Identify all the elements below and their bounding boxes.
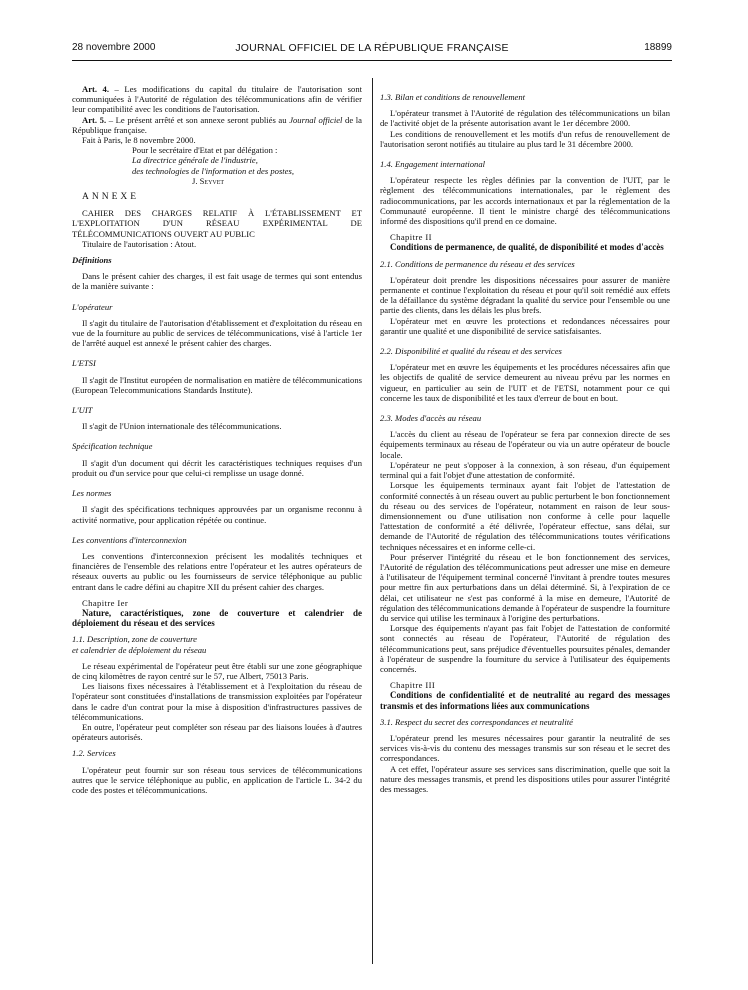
section-1-1-p1: Le réseau expérimental de l'opérateur peut être établi sur une zone géographique de cinq kilomètres de rayon centré sur le 57, rue Albert, 75013 Paris. (72, 660, 362, 681)
section-1-1-title-a: 1.1. Description, zone de couverture (72, 634, 197, 645)
definitions-title: Définitions (72, 255, 112, 266)
chapter-2-title: Conditions de permanence, de qualité, de disponibilité et modes d'accès (390, 242, 664, 253)
section-1-1-p2: Les liaisons fixes nécessaires à l'établissement et à l'exploitation du réseau de l'opérateur sont constituées d'installations de transmission exploitées par l'opérateur dans le cadre d'un contrat pour la mise à disposition d'infrastructures passives de télécommunications. (72, 681, 362, 722)
chapter-1-heading: Chapitre Ier (82, 597, 129, 608)
uit-text: Il s'agit de l'Union internationale des télécommunications. (82, 421, 282, 432)
chapter-2-heading: Chapitre II (390, 232, 432, 243)
section-1-2-title: 1.2. Services (72, 748, 116, 759)
chapter-3-heading: Chapitre III (390, 680, 436, 691)
specification-text: Il s'agit d'un document qui décrit les caractéristiques techniques requises d'un produit ou d'un service pour que celui-ci remplisse un usage donné. (72, 457, 362, 478)
section-2-2-title: 2.2. Disponibilité et qualité du réseau et des services (380, 346, 562, 357)
section-2-3-p2: L'opérateur ne peut s'opposer à la connexion, à son réseau, d'un équipement terminal qui a fait l'objet d'une attestation de conformité. (380, 459, 670, 481)
signature-line-3: des technologies de l'information et des postes, (132, 165, 294, 176)
section-1-1-p3: En outre, l'opérateur peut compléter son réseau par des liaisons louées à d'autres opérateurs autorisés. (72, 721, 362, 743)
operateur-text: Il s'agit du titulaire de l'autorisation d'établissement et d'exploitation du réseau en vue de la fourniture au public de services de télécommunications, visé à l'article 1er de l'arrêté auquel est annexé le présent cahier des charges. (72, 317, 362, 349)
article-4 (72, 84, 362, 115)
signature-line-1: Pour le secrétaire d'Etat et par délégation : (132, 145, 278, 156)
chapter-1-title: Nature, caractéristiques, zone de couverture et calendrier de déploiement du réseau et des services (72, 607, 362, 629)
section-2-1-title: 2.1. Conditions de permanence du réseau et des services (380, 258, 575, 269)
article-5-text-italic: Journal officiel (289, 114, 343, 125)
article-5 (72, 115, 362, 135)
column-divider (372, 78, 373, 964)
conventions-title: Les conventions d'interconnexion (72, 534, 187, 545)
annexe-heading: ANNEXE (82, 192, 140, 203)
article-5-text-b: de la République française. (72, 114, 362, 135)
section-3-1-title: 3.1. Respect du secret des correspondances et neutralité (380, 716, 573, 727)
normes-text: Il s'agit des spécifications techniques approuvées par un organisme reconnu à activité normative, pour application répétée ou continue. (72, 504, 362, 525)
section-3-1-p2: A cet effet, l'opérateur assure ses services sans discrimination, quelle que soit la nature des messages transmis, et prend les dispositions utiles pour assurer l'intégrité des messages. (380, 763, 670, 794)
section-1-4-p1: L'opérateur respecte les règles définies par la convention de l'UIT, par le règlement des télécommunications internationales, par le règlement des radiocommunications, par les accords internationaux et par la réglementation de la Communauté européenne. Il tient le ministre chargé des télécommunications informé des dispositions qu'il prend en ce domaine. (380, 175, 670, 227)
section-1-1-title-b: et calendrier de déploiement du réseau (72, 644, 207, 655)
etsi-title: L'ETSI (72, 358, 96, 369)
article-4-text: – Les modifications du capital du titulaire de l'autorisation sont communiquées à l'Autorité de régulation des télécommunications afin de vérifier leur compatibilité avec les conditions de l'autorisation. (72, 84, 363, 115)
etsi-text: Il s'agit de l'Institut européen de normalisation en matière de télécommunications (European Telecommunications Standards Institute). (72, 374, 362, 395)
section-2-3-title: 2.3. Modes d'accès au réseau (380, 413, 482, 424)
titulaire: Titulaire de l'autorisation : Atout. (82, 238, 197, 249)
normes-title: Les normes (72, 488, 112, 499)
operateur-title: L'opérateur (72, 301, 113, 312)
section-2-3-p5: Lorsque des équipements n'ayant pas fait l'objet de l'attestation de conformité sont connectés au réseau de l'opérateur, l'Autorité de régulation des télécommunications peut, sans préjudice d'éventuelles poursuites pénales, demander à l'opérateur de suspendre la fourniture du service à l'utilisateur des équipements concernés. (380, 623, 670, 674)
section-1-3-p2: Les conditions de renouvellement et les motifs d'un refus de renouvellement de l'autorisation seront notifiés au titulaire au plus tard le 31 décembre 2000. (380, 128, 670, 149)
article-4-label: Art. 4. (82, 84, 110, 94)
section-1-3-p1: L'opérateur transmet à l'Autorité de régulation des télécommunications un bilan de l'activité objet de la présente autorisation avant le 1er décembre 2000. (380, 108, 670, 129)
signature-name: J. Seyvet (192, 175, 225, 186)
right-column (380, 92, 670, 794)
header-page-number: 18899 (644, 42, 672, 53)
section-2-2-p1: L'opérateur met en œuvre les équipements et les procédures nécessaires afin que les objectifs de qualité de service demeurent au niveau prévu par les normes en vigueur, en particulier au sein de l'UIT et de l'ETSI, notamment pour ce qui concerne les taux de disponibilité et les taux d'erreur de bout en bout. (380, 362, 670, 403)
article-5-label: Art. 5. (82, 114, 107, 125)
section-1-4-title: 1.4. Engagement international (380, 159, 486, 170)
signature-line-2: La directrice générale de l'industrie, (132, 155, 258, 166)
section-1-3-title: 1.3. Bilan et conditions de renouvellement (380, 92, 526, 102)
section-3-1-p1: L'opérateur prend les mesures nécessaires pour garantir la neutralité de ses services vis-à-vis du contenu des messages transmis sur son réseau et le secret des correspondances. (380, 732, 670, 764)
header-rule (72, 60, 672, 61)
section-1-2-p1: L'opérateur peut fournir sur son réseau tous services de télécommunications autres que le service téléphonique au public, en application de l'article L. 34-2 du code des postes et télécommunications. (72, 764, 362, 795)
section-2-1-p1: L'opérateur doit prendre les dispositions nécessaires pour assurer de manière permanente et continue l'exploitation du réseau et pour qu'il soit remédié aux effets de la défaillance du système dégradant la qualité du service pour l'ensemble ou une partie des clients, dans les délais les plus brefs. (380, 274, 670, 316)
header-title: JOURNAL OFFICIEL DE LA RÉPUBLIQUE FRANÇAISE (235, 42, 509, 54)
header-date: 28 novembre 2000 (72, 42, 156, 53)
section-2-3-p3: Lorsque les équipements terminaux ayant fait l'objet de l'attestation de conformité connectés à un réseau ouvert au public perturbent le bon fonctionnement du réseau ou des services de l'opérateur, notamment en raison de leur sous-dimensionnement ou d'une utilisation non conforme à celle pour laquelle l'attestation de conformité a été délivrée, l'opérateur effectue, sans délai, sur demande de l'Autorité de régulation des télécommunications toutes vérifications techniques nécessaires et en informe celle-ci. (380, 480, 670, 552)
section-2-3-p4: Pour préserver l'intégrité du réseau et le bon fonctionnement des services, l'Autorité de régulation des télécommunications peut adresser une mise en demeure à l'utilisateur de l'équipement terminal concerné l'invitant à prendre toutes mesures pour mettre fin aux perturbations dans un délai déterminé. Si, à l'expiration de ce délai, cet utilisateur ne s'est pas conformé à la mise en demeure, l'Autorité de régulation des télécommunications demande à l'opérateur de suspendre la fourniture du service qui utilise les terminaux à l'origine des perturbations. (380, 551, 670, 623)
left-column (72, 84, 362, 795)
fait-a-paris: Fait à Paris, le 8 novembre 2000. (82, 135, 196, 146)
uit-title: L'UIT (72, 405, 93, 416)
conventions-text: Les conventions d'interconnexion précisent les modalités techniques et financières de l'ensemble des relations entre l'opérateur et les autres opérateurs de réseaux ouverts au public ou les fournisseurs de service téléphonique au public entrant dans le cadre défini au chapitre XII du présent cahier des charges. (72, 550, 362, 592)
chapter-3-title: Conditions de confidentialité et de neutralité au regard des messages transmis et des informations liées aux communications (380, 690, 670, 711)
cahier-title: CAHIER DES CHARGES RELATIF À L'ÉTABLISSEMENT ET L'EXPLOITATION D'UN RÉSEAU EXPÉRIMENTAL DE TÉLÉCOMMUNICATIONS OUVERT AU PUBLIC (72, 208, 362, 239)
section-2-1-p2: L'opérateur met en œuvre les protections et redondances nécessaires pour garantir une qualité et une disponibilité de service satisfaisantes. (380, 315, 670, 336)
section-2-3-p1: L'accès du client au réseau de l'opérateur se fera par connexion directe de ses équipements terminaux au réseau de l'opérateur ou via un autre opérateur de boucle locale. (380, 429, 670, 460)
article-5-text-a: – Le présent arrêté et son annexe seront publiés au (106, 114, 290, 125)
definitions-text: Dans le présent cahier des charges, il est fait usage de termes qui sont entendus de la manière suivante : (72, 271, 362, 292)
page-header (72, 42, 672, 58)
specification-title: Spécification technique (72, 441, 153, 452)
